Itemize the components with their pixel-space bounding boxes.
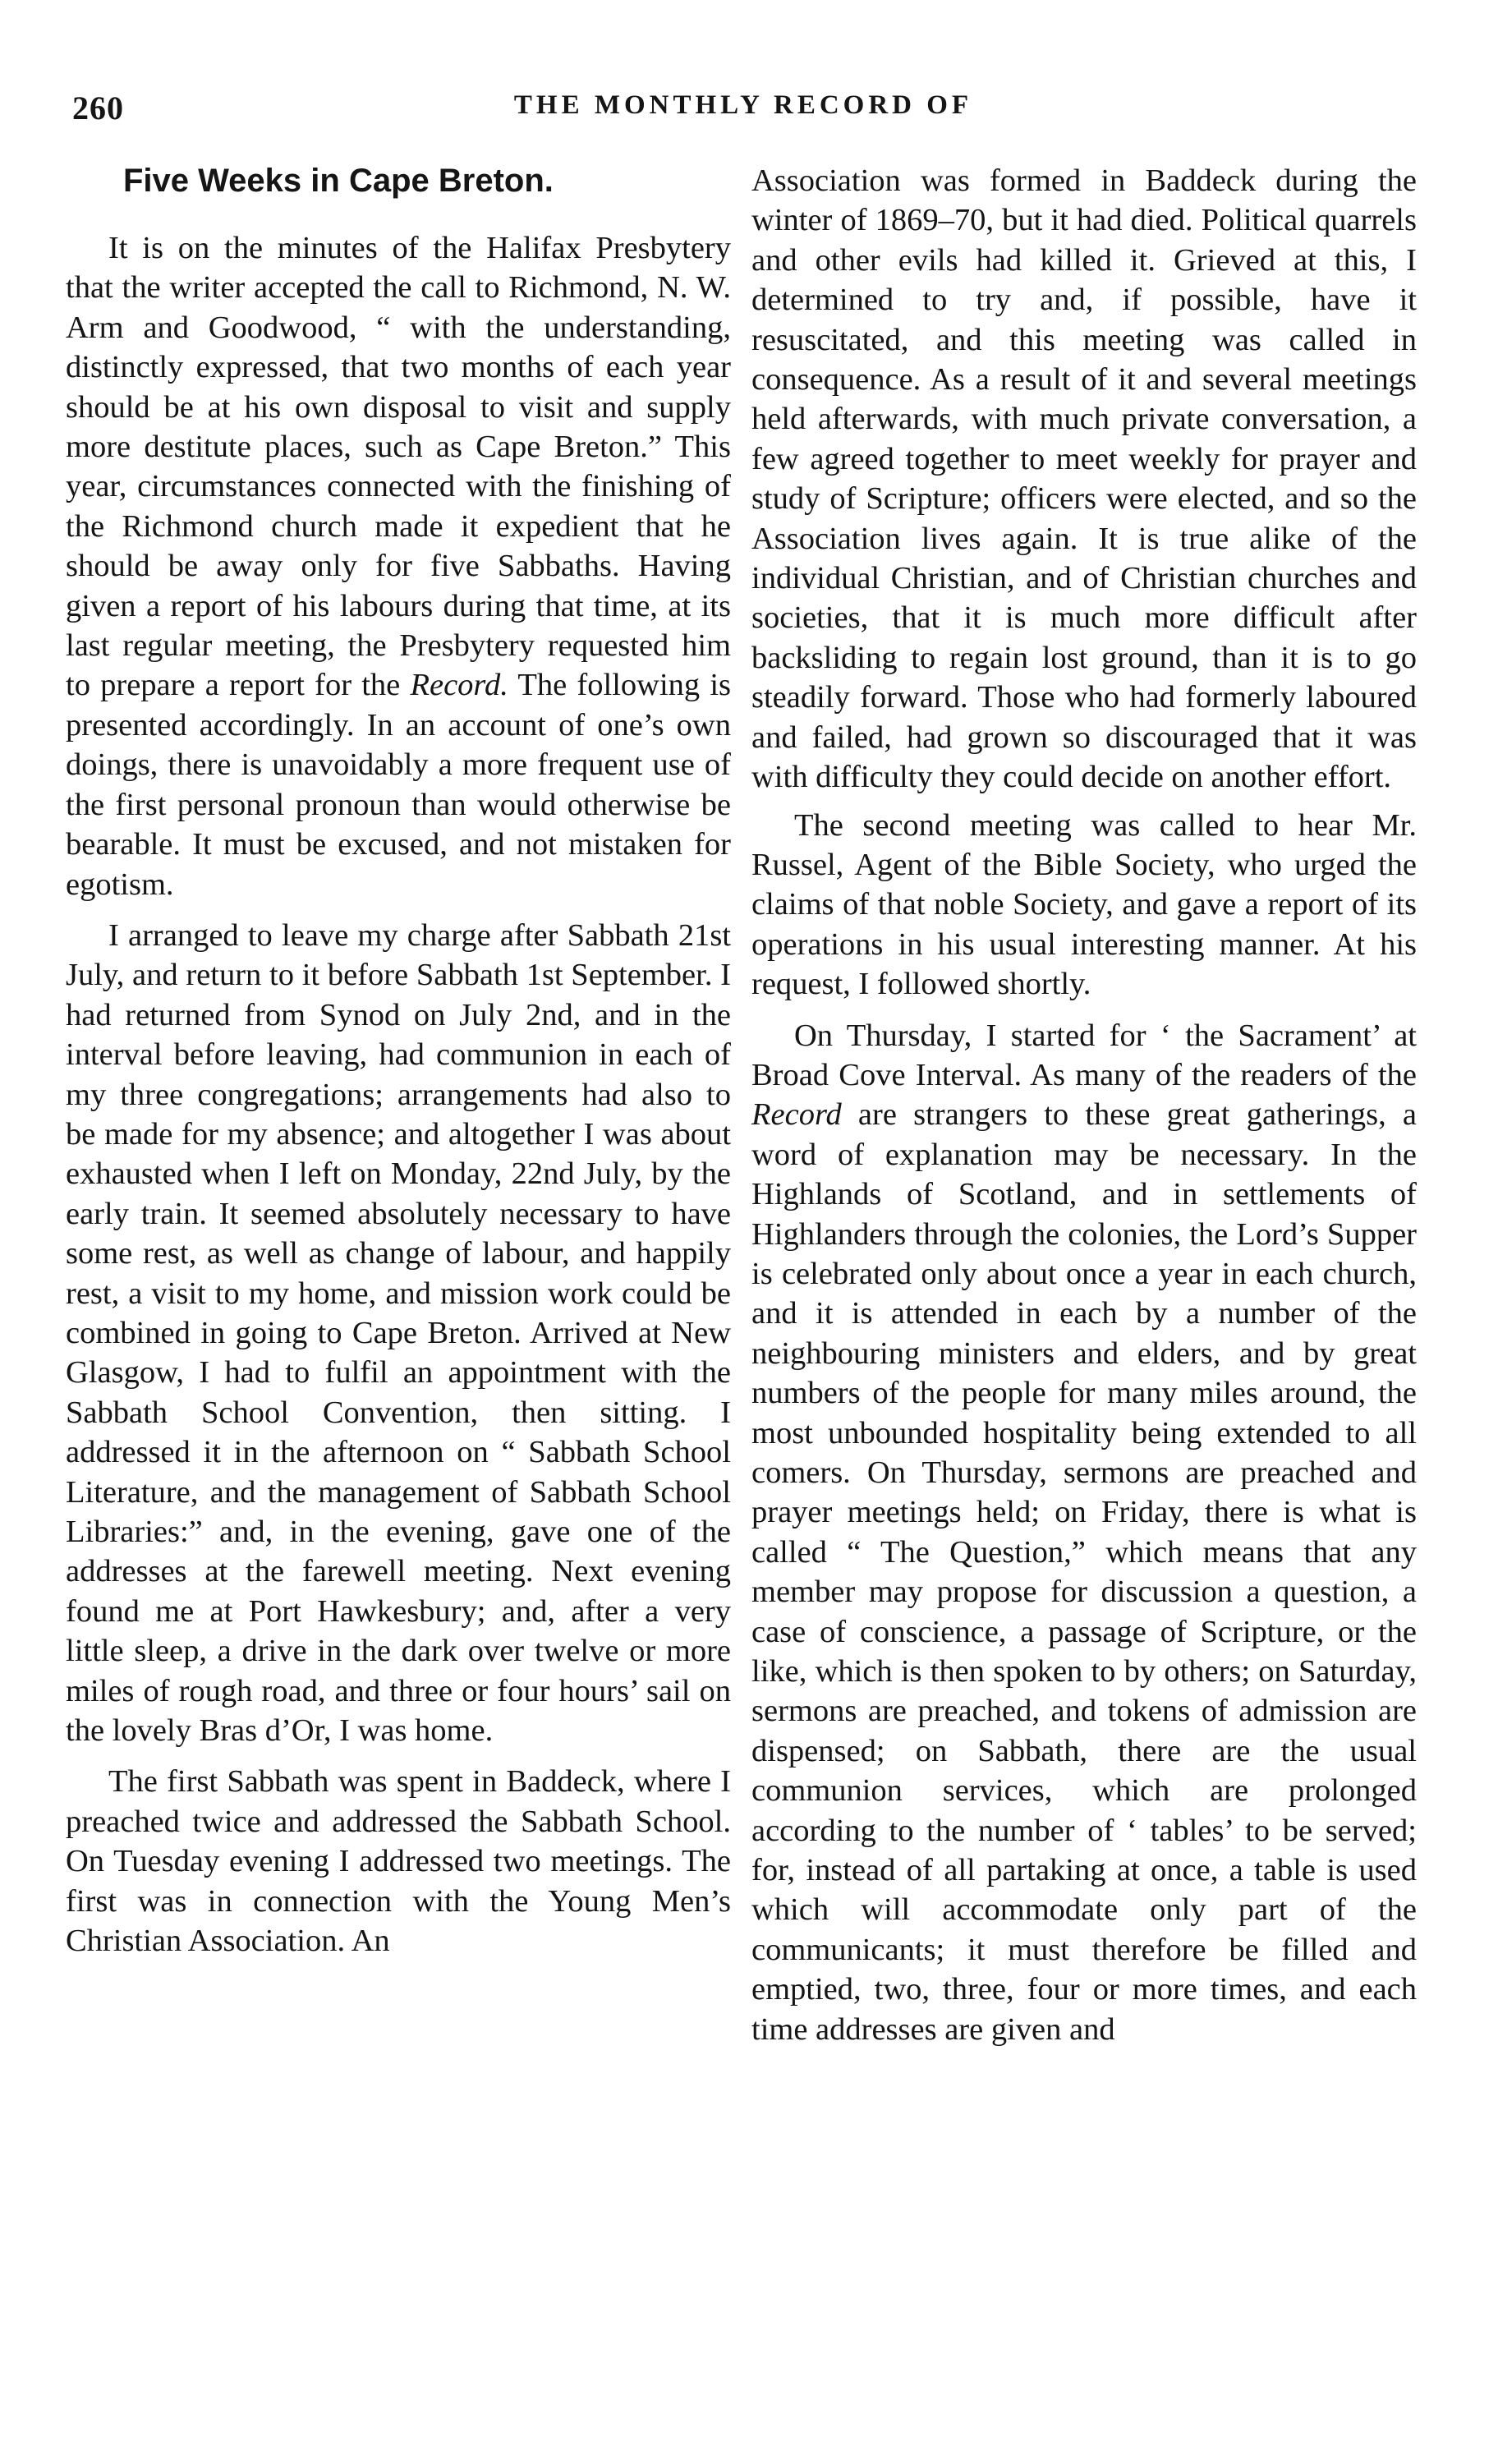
paragraph-sacrament-text-b: are strangers to these great gatherings, a word of explanation may be necessary. In the Highlands of Scotland, and in settlements of Highlanders through the colonies, the Lord’s Supper is celebrated only about once a year in each church, and it is attended in each by a number of the neighbouring ministers and elders, and by great numbers of the people for many miles around, the most unbounded hospitality being extended to all comers. On Thursday, sermons are preached and prayer meetings held; on Friday, there is what is called “ The Question,” which means that any member may propose for discussion a question, a case of conscience, a passage of Scripture, or the like, which is then spoken to by others; on Saturday, sermons are preached, and tokens of admission are dispensed; on Sabbath, there are the usual communion services, which are prolonged according to the number of ‘ tables’ to be served; for, instead of all partaking at once, a table is used which will accommodate only part of the communicants; it must therefore be filled and emptied, two, three, four or more times, and each time addresses are given and [751,1097,1417,2047]
page-header [66,89,1421,138]
paragraph-baddeck: The first Sabbath was spent in Baddeck, where I preached twice and addressed the Sabbath School. On Tuesday evening I addressed two meetings. The first was in connection with the Young Men’s Christian Association. An [66,1764,731,1959]
right-column [751,161,1417,2061]
paragraph-intro-text-a: It is on the minutes of the Halifax Presbytery that the writer accepted the call to Richmond, N. W. Arm and Goodwood, “ with the understanding, distinctly expressed, that two months of each year should be at his own disposal to visit and supply more destitute places, such as Cape Breton.” This year, circumstances connected with the finishing of the Richmond church made it expedient that he should be away only for five Sabbaths. Having given a report of his labours during that time, at its last regular meeting, the Presbytery requested him to prepare a report for the [66,231,731,703]
record-italic: Record. [410,668,508,703]
running-head: THE MONTHLY RECORD OF [513,90,973,120]
left-column [66,161,731,1972]
paragraph-sacrament [751,1016,1417,2050]
paragraph-bible-society: The second meeting was called to hear Mr. Russel, Agent of the Bible Society, who urged the claims of that noble Society, and gave a report of its operations in his usual interesting manner. At his request, I followed shortly. [751,807,1417,1002]
page-number: 260 [72,90,124,126]
paragraph-intro [66,228,731,904]
record-italic: Record [751,1097,842,1133]
paragraph-intro-text-b: The following is presented accordingly. In an account of one’s own doings, there is unavoidably a more frequent use of the first personal pronoun than would otherwise be bearable. It must be excused, and not mistaken for egotism. [66,668,732,902]
paragraph-association: Association was formed in Baddeck during the winter of 1869–70, but it had died. Political quarrels and other evils had killed it. Grieved at this, I determined to try and, if possible, have it resuscitated, and this meeting was called in consequence. As a result of it and several meetings held afterwards, with much private conversation, a few agreed together to meet weekly for prayer and study of Scripture; officers were elected, and so the Association lives again. It is true alike of the individual Christian, and of Christian churches and societies, that it is much more difficult after backsliding to regain lost ground, than it is to go steadily forward. Those who had formerly laboured and failed, had grown so discouraged that it was with difficulty they could decide on another effort. [751,163,1417,795]
paragraph-sacrament-text-a: On Thursday, I started for ‘ the Sacrament’ at Broad Cove Interval. As many of the readers of the [751,1018,1417,1092]
paragraph-journey: I arranged to leave my charge after Sabbath 21st July, and return to it before Sabbath 1st September. I had returned from Synod on July 2nd, and in the interval before leaving, had communion in each of my three congregations; arrangements had also to be made for my absence; and altogether I was about exhausted when I left on Monday, 22nd July, by the early train. It seemed absolutely necessary to have some rest, as well as change of labour, and happily rest, a visit to my home, and mission work could be combined in going to Cape Breton. Arrived at New Glasgow, I had to fulfil an appointment with the Sabbath School Convention, then sitting. I addressed it in the afternoon on “ Sabbath School Literature, and the management of Sabbath School Libraries:” and, in the evening, gave one of the addresses at the farewell meeting. Next evening found me at Port Hawkesbury; and, after a very little sleep, a drive in the dark over twelve or more miles of rough road, and three or four hours’ sail on the lovely Bras d’Or, I was home. [66,917,731,1749]
article-title: Five Weeks in Cape Breton. [123,163,554,199]
